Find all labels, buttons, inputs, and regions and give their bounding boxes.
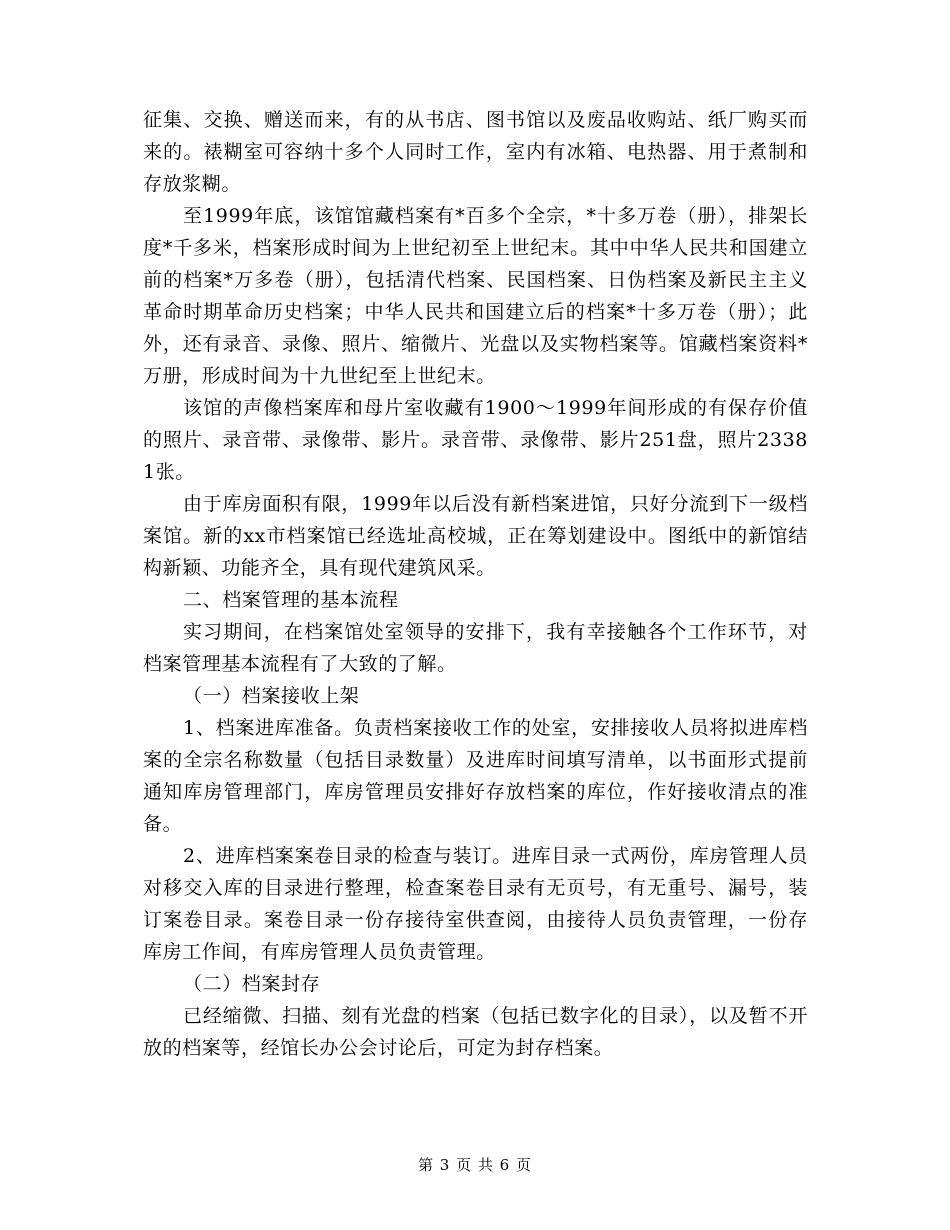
paragraph-step-2: 2、进库档案案卷目录的检查与装订。进库目录一式两份，库房管理人员对移交入库的目录进行整理，检查案卷目录有无页号，有无重号、漏号，装订案卷目录。案卷目录一份存接待室供查阅，由接待人员负责管理，一份存库房工作间，有库房管理人员负责管理。 (143, 845, 808, 963)
section-heading-2: 二、档案管理的基本流程 (183, 589, 399, 611)
paragraph-sealing: 已经缩微、扫描、刻有光盘的档案（包括已数字化的目录），以及暂不开放的档案等，经馆长办公会讨论后，可定为封存档案。 (143, 1005, 808, 1059)
subheading-receiving: （一）档案接收上架 (183, 685, 360, 707)
paragraph-internship: 实习期间，在档案馆处室领导的安排下，我有幸接触各个工作环节，对档案管理基本流程有了大致的了解。 (143, 621, 808, 675)
subheading-sealing: （二）档案封存 (183, 973, 321, 995)
paragraph-continuation: 征集、交换、赠送而来，有的从书店、图书馆以及废品收购站、纸厂购买而来的。裱糊室可容纳十多个人同时工作，室内有冰箱、电热器、用于煮制和存放浆糊。 (143, 109, 808, 195)
paragraph-holdings: 至1999年底，该馆馆藏档案有*百多个全宗，*十多万卷（册），排架长度*千多米，档案形成时间为上世纪初至上世纪末。其中中华人民共和国建立前的档案*万多卷（册），包括清代档案、民国档案、日伪档案及新民主主义革命时期革命历史档案；中华人民共和国建立后的档案*十多万卷（册）；此外，还有录音、录像、照片、缩微片、光盘以及实物档案等。馆藏档案资料*万册，形成时间为十九世纪至上世纪末。 (143, 205, 808, 387)
paragraph-audiovisual: 该馆的声像档案库和母片室收藏有1900～1999年间形成的有保存价值的照片、录音带、录像带、影片。录音带、录像带、影片251盘，照片23381张。 (143, 397, 808, 483)
paragraph-storage: 由于库房面积有限，1999年以后没有新档案进馆，只好分流到下一级档案馆。新的xx市档案馆已经选址高校城，正在筹划建设中。图纸中的新馆结构新颖、功能齐全，具有现代建筑风采。 (143, 493, 808, 579)
page-footer: 第 3 页 共 6 页 (418, 1156, 532, 1174)
paragraph-step-1: 1、档案进库准备。负责档案接收工作的处室，安排接收人员将拟进库档案的全宗名称数量（包括目录数量）及进库时间填写清单，以书面形式提前通知库房管理部门，库房管理员安排好存放档案的库位，作好接收清点的准备。 (143, 717, 808, 835)
document-body (143, 104, 808, 1064)
